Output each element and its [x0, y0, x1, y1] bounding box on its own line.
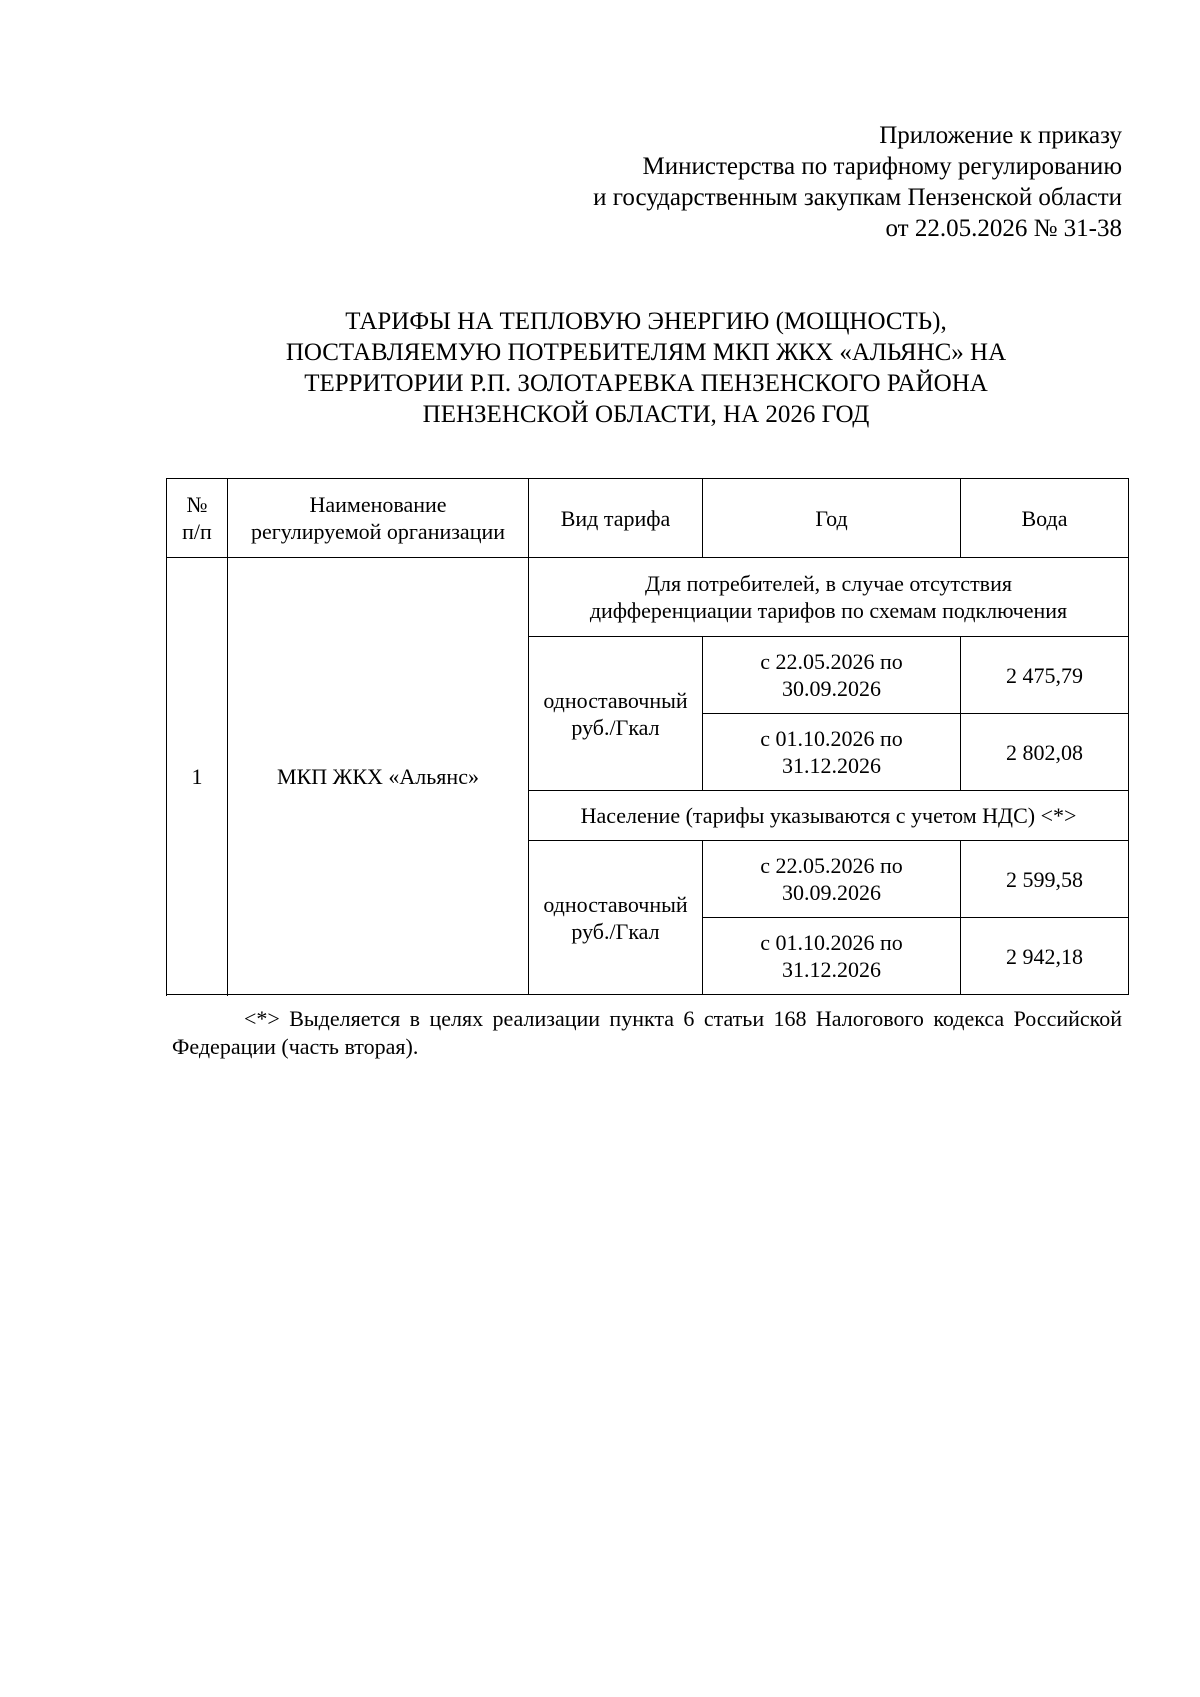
water-value-cell: 2 475,79 — [961, 637, 1129, 714]
group-label-line-1: Для потребителей, в случае отсутствия — [645, 571, 1012, 596]
period-cell — [703, 714, 961, 791]
header-organization-line-2: регулируемой организации — [250, 519, 506, 544]
tariff-type-cell — [529, 637, 703, 791]
appendix-line-1: Приложение к приказу — [879, 122, 1122, 149]
period-line-2: 31.12.2026 — [782, 753, 881, 778]
period-line-2: 30.09.2026 — [782, 676, 881, 701]
water-value-cell: 2 599,58 — [961, 841, 1129, 918]
period-cell — [703, 918, 961, 995]
title-line-1: ТАРИФЫ НА ТЕПЛОВУЮ ЭНЕРГИЮ (МОЩНОСТЬ), — [345, 308, 947, 335]
footnote: <*> Выделяется в целях реализации пункта 6 статьи 168 Налогового кодекса Российской Федерации (часть вторая). — [172, 1006, 1122, 1059]
header-number-line-2: п/п — [182, 519, 212, 544]
title-line-3: ТЕРРИТОРИИ Р.П. ЗОЛОТАРЕВКА ПЕНЗЕНСКОГО РАЙОНА — [304, 370, 988, 397]
table-row — [167, 558, 1129, 637]
period-line-1: с 01.10.2026 по — [760, 726, 903, 751]
period-cell — [703, 637, 961, 714]
table-header-row — [167, 479, 1129, 558]
period-line-2: 31.12.2026 — [782, 957, 881, 982]
period-line-2: 30.09.2026 — [782, 880, 881, 905]
group-label-line-2: дифференциации тарифов по схемам подключения — [589, 598, 1068, 623]
appendix-line-2: Министерства по тарифному регулированию — [642, 153, 1122, 180]
water-value-cell: 2 942,18 — [961, 918, 1129, 995]
period-cell — [703, 841, 961, 918]
tariff-type-line-2: руб./Гкал — [571, 714, 660, 740]
header-organization — [228, 479, 529, 558]
tariff-type-line-1: одноставочный — [543, 687, 688, 713]
appendix-header — [422, 120, 1122, 244]
title-line-4: ПЕНЗЕНСКОЙ ОБЛАСТИ, НА 2026 ГОД — [422, 401, 870, 428]
document-title — [166, 306, 1126, 430]
title-line-2: ПОСТАВЛЯЕМУЮ ПОТРЕБИТЕЛЯМ МКП ЖКХ «АЛЬЯНС» НА — [285, 339, 1007, 366]
row-number-cell: 1 — [167, 558, 228, 995]
water-value-cell: 2 802,08 — [961, 714, 1129, 791]
tariff-type-cell — [529, 841, 703, 995]
tariff-table — [166, 478, 1129, 995]
header-tariff-type: Вид тарифа — [529, 479, 703, 558]
group-label-population: Население (тарифы указываются с учетом НДС) <*> — [529, 791, 1129, 841]
header-year: Год — [703, 479, 961, 558]
header-organization-line-1: Наименование — [309, 492, 447, 517]
period-line-1: с 22.05.2026 по — [760, 853, 903, 878]
period-line-1: с 01.10.2026 по — [760, 930, 903, 955]
appendix-line-4: от 22.05.2026 № 31-38 — [885, 215, 1122, 242]
header-number — [167, 479, 228, 558]
group-label-consumers — [529, 558, 1129, 637]
appendix-line-3: и государственным закупкам Пензенской области — [593, 184, 1122, 211]
organization-cell: МКП ЖКХ «Альянс» — [228, 558, 529, 995]
header-water: Вода — [961, 479, 1129, 558]
period-line-1: с 22.05.2026 по — [760, 649, 903, 674]
tariff-type-line-1: одноставочный — [543, 891, 688, 917]
tariff-type-line-2: руб./Гкал — [571, 918, 660, 944]
header-number-line-1: № — [186, 492, 208, 517]
